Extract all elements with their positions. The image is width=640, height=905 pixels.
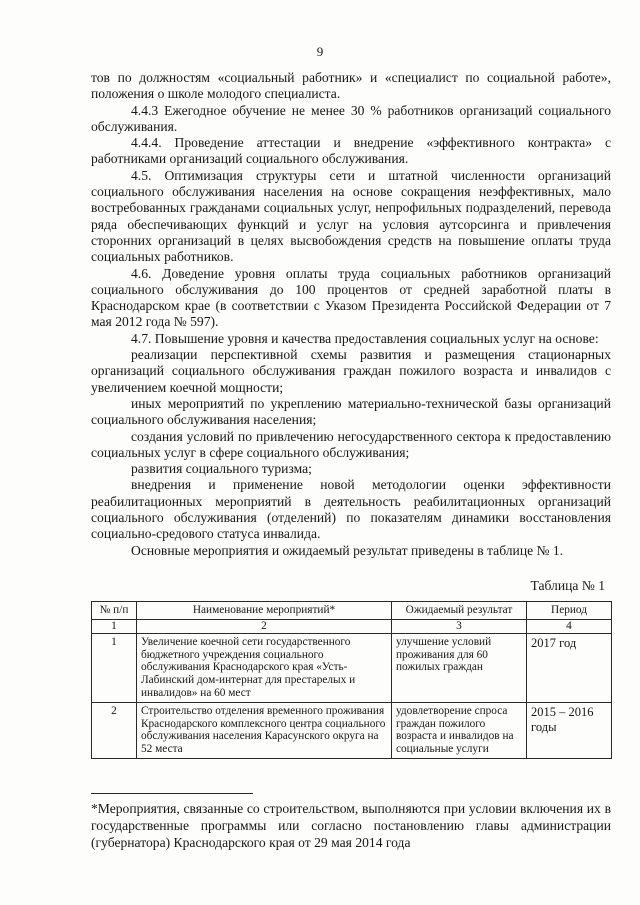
table-column-number-row: [92, 619, 612, 633]
row-measure: Строительство отделения временного проживания Краснодарского комплексного центра социального обслуживания населения Карасунского округа на 52 места: [137, 702, 392, 758]
table-title: Таблица № 1: [530, 578, 605, 593]
document-body: [91, 70, 611, 559]
paragraph-4-6: 4.6. Доведение уровня оплаты труда социальных работников организаций социального обслуживания до 100 процентов от средней заработной платы в Краснодарском крае (в соответствии с Указом Президента Российской Федерации от 7 мая 2012 года № 597).: [91, 265, 611, 330]
header-measure: Наименование мероприятий*: [137, 602, 392, 620]
paragraph-4-7-item-4: развития социального туризма;: [131, 461, 312, 477]
table-header-row: [92, 602, 612, 620]
paragraph-4-5: 4.5. Оптимизация структуры сети и штатной численности организаций социального обслуживания населения на основе сокращения неэффективных, мало востребованных гражданами социальных услуг, непрофильных подразделений, перевода ряда обеспечивающих функций и услуг на условия аутсорсинга и привлечения сторонних организаций в целях высвобождения средств на повышение оплаты труда социальных работников.: [91, 167, 611, 265]
header-period: Период: [527, 602, 612, 620]
paragraph-table-reference: Основные мероприятия и ожидаемый результат приведены в таблице № 1.: [131, 542, 564, 558]
paragraph-4-7-item-1: реализации перспективной схемы развития и размещения стационарных организаций социального обслуживания граждан пожилого возраста и инвалидов с увеличением коечной мощности;: [91, 347, 611, 395]
header-result: Ожидаемый результат: [392, 602, 527, 620]
table-row: [92, 702, 612, 758]
row-number: 1: [92, 633, 137, 702]
row-period: 2017 год: [527, 633, 612, 702]
column-number: 3: [392, 619, 527, 633]
footnote-separator: [91, 793, 253, 794]
paragraph-4-7: 4.7. Повышение уровня и качества предоставления социальных услуг на основе:: [131, 330, 599, 346]
row-period: 2015 – 2016 годы: [527, 702, 612, 758]
row-result: удовлетворение спроса граждан пожилого возраста и инвалидов на социальные услуги: [392, 702, 527, 758]
paragraph-4-7-item-5: внедрения и применение новой методологии оценки эффективности реабилитационных мероприятий в деятельность реабилитационных организаций социального обслуживания (отделений) по показателям динамики восстановления социально-средового статуса инвалида.: [91, 477, 611, 542]
column-number: 1: [92, 619, 137, 633]
row-result: улучшение условий проживания для 60 пожилых граждан: [392, 633, 527, 702]
paragraph-4-7-item-2: иных мероприятий по укреплению материально-технической базы организаций социального обслуживания населения;: [91, 395, 611, 428]
footnote: *Мероприятия, связанные со строительством, выполняются при условии включения их в государственные программы или согласно постановлению главы администрации (губернатора) Краснодарского края от 29 мая 2014 года: [91, 801, 611, 850]
paragraph-4-7-item-3: создания условий по привлечению негосударственного сектора к предоставлению социальных услуг в сфере социального обслуживания;: [91, 428, 611, 460]
paragraph-4-4-3: 4.4.3 Ежегодное обучение не менее 30 % работников организаций социального обслуживания.: [91, 102, 611, 134]
column-number: 4: [527, 619, 612, 633]
paragraph-continuation: тов по должностям «социальный работник» и «специалист по социальной работе», положения о школе молодого специалиста.: [91, 70, 611, 102]
measures-table: [91, 601, 612, 759]
row-number: 2: [92, 702, 137, 758]
table-row: [92, 633, 612, 702]
header-number: № п/п: [92, 602, 137, 620]
page-number: 9: [316, 44, 324, 59]
paragraph-4-4-4: 4.4.4. Проведение аттестации и внедрение «эффективного контракта» с работниками организаций социального обслуживания.: [91, 135, 611, 167]
column-number: 2: [137, 619, 392, 633]
row-measure: Увеличение коечной сети государственного бюджетного учреждения социального обслуживания Краснодарского края «Усть-Лабинский дом-интернат для престарелых и инвалидов» на 60 мест: [137, 633, 392, 702]
